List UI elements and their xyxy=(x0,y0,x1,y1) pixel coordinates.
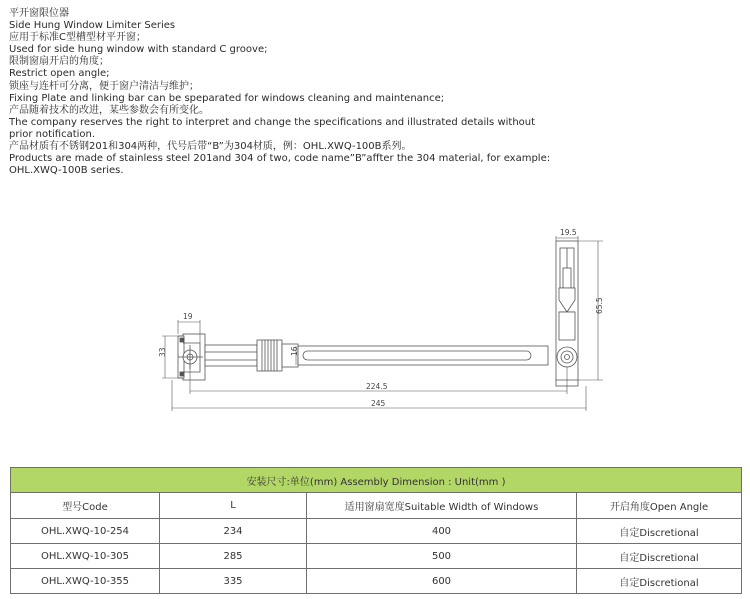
dimension-33: 33 xyxy=(158,347,167,357)
cell-l: 234 xyxy=(160,519,307,544)
cell-l: 285 xyxy=(160,544,307,569)
header-open-angle: 开启角度Open Angle xyxy=(577,493,742,519)
cell-open-angle: 自定Discretional xyxy=(577,544,742,569)
assembly-dimension-table xyxy=(10,467,742,594)
dimension-labels xyxy=(158,228,604,408)
title-cn: 平开窗限位器 xyxy=(9,8,69,19)
dimension-245: 245 xyxy=(371,399,386,408)
dimension-19: 19 xyxy=(183,312,193,321)
description-line: 锁座与连杆可分离，便于窗户清洁与维护； xyxy=(9,80,199,92)
table-row xyxy=(11,569,742,594)
cell-window-width: 400 xyxy=(307,519,577,544)
left-fixing-plate xyxy=(178,334,205,380)
description-line: Fixing Plate and linking bar can be speparated for windows cleaning and maintenance; xyxy=(9,92,445,104)
description-line: Restrict open angle; xyxy=(9,68,110,80)
title-en: Side Hung Window Limiter Series xyxy=(9,20,176,32)
dimension-19-5: 19.5 xyxy=(560,228,577,237)
description-line: 产品随着技术的改进，某些参数会有所变化。 xyxy=(9,104,209,116)
table-row xyxy=(11,519,742,544)
description-line: Products are made of stainless steel 201and 304 of two, code name”B”affter the 304 material, for example: xyxy=(9,153,551,165)
description-line: 限制窗扇开启的角度； xyxy=(9,56,109,68)
description-line: OHL.XWQ-100B series. xyxy=(9,165,124,177)
header-code: 型号Code xyxy=(11,493,160,519)
cell-code: OHL.XWQ-10-254 xyxy=(11,519,160,544)
cell-window-width: 600 xyxy=(307,569,577,594)
description-line: Used for side hung window with standard C groove; xyxy=(9,44,268,56)
header-l: L xyxy=(160,493,307,519)
table-title: 安装尺寸:单位(mm) Assembly Dimension : Unit(mm ) xyxy=(11,468,742,493)
description-line: 产品材质有不锈钢201和304两种，代号后带“B”为304材质，例：OHL.XWQ-100B系列。 xyxy=(9,141,412,153)
cell-code: OHL.XWQ-10-305 xyxy=(11,544,160,569)
dimension-16: 16 xyxy=(290,346,299,356)
table-row xyxy=(11,544,742,569)
cell-open-angle: 自定Discretional xyxy=(577,519,742,544)
cell-open-angle: 自定Discretional xyxy=(577,569,742,594)
dimension-224-5: 224.5 xyxy=(366,382,388,391)
dimension-65-5: 65.5 xyxy=(595,297,604,314)
description-line: 应用于标准C型槽型材平开窗； xyxy=(9,32,146,44)
cell-code: OHL.XWQ-10-355 xyxy=(11,569,160,594)
description-line: The company reserves the right to interpret and change the specifications and illustrated details without xyxy=(9,116,536,128)
slotted-rail xyxy=(298,346,548,365)
header-window-width: 适用窗扇宽度Suitable Width of Windows xyxy=(307,493,577,519)
cell-l: 335 xyxy=(160,569,307,594)
description-line: prior notification. xyxy=(9,128,96,140)
linking-arm xyxy=(205,345,257,366)
cell-window-width: 500 xyxy=(307,544,577,569)
right-pivot xyxy=(557,347,577,367)
